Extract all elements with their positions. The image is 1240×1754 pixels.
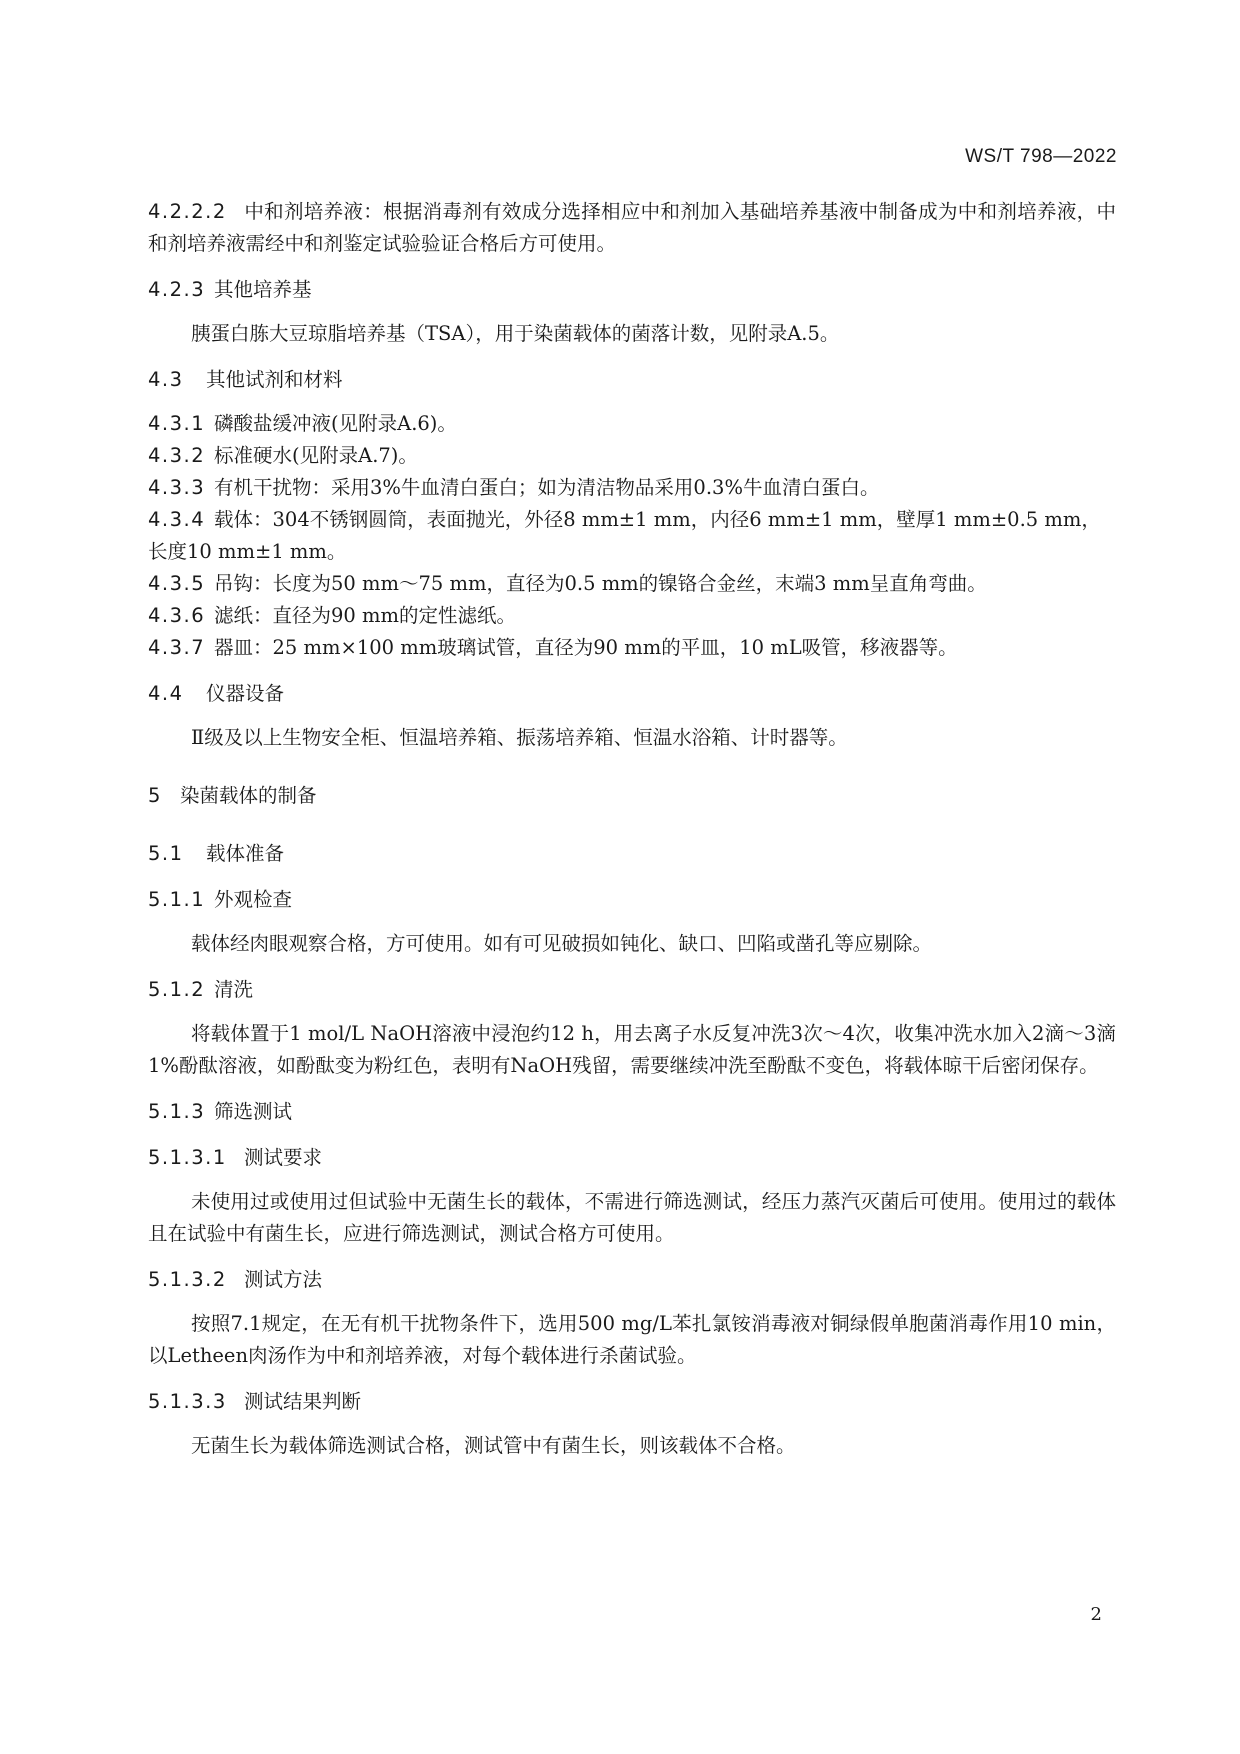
clause-4-3-2 [148, 440, 1116, 472]
clause-number: 4.3.3 [148, 476, 206, 499]
heading-number: 5.1.3.1 [148, 1146, 227, 1169]
clause-number: 4.3.7 [148, 636, 206, 659]
clause-text: 吊钩：长度为50 mm～75 mm，直径为0.5 mm的镍铬合金丝，末端3 mm呈直角弯曲。 [214, 572, 987, 595]
heading-5 [148, 780, 1116, 812]
heading-number: 4.4 [148, 682, 184, 705]
heading-title: 筛选测试 [214, 1100, 293, 1123]
clause-text: 滤纸：直径为90 mm的定性滤纸。 [214, 604, 516, 627]
clause-4-3-1 [148, 408, 1116, 440]
heading-title: 染菌载体的制备 [180, 784, 317, 807]
heading-title: 测试结果判断 [244, 1390, 362, 1413]
clause-number: 4.3.5 [148, 572, 206, 595]
clause-4-3-3 [148, 472, 1116, 504]
heading-number: 5.1.3 [148, 1100, 206, 1123]
heading-4-4 [148, 678, 1116, 710]
clause-text: 标准硬水(见附录A.7)。 [214, 444, 418, 467]
heading-5-1-3 [148, 1096, 1116, 1128]
heading-title: 仪器设备 [206, 682, 285, 705]
heading-number: 4.3 [148, 368, 184, 391]
heading-5-1-3-3 [148, 1386, 1116, 1418]
page-number: 2 [1090, 1604, 1102, 1625]
heading-5-1 [148, 838, 1116, 870]
heading-5-1-1 [148, 884, 1116, 916]
clause-text: 器皿：25 mm×100 mm玻璃试管，直径为90 mm的平皿，10 mL吸管，移液器等。 [214, 636, 958, 659]
paragraph-5-1-3-3: 无菌生长为载体筛选测试合格，测试管中有菌生长，则该载体不合格。 [191, 1434, 796, 1457]
heading-number: 5.1.2 [148, 978, 206, 1001]
paragraph-5-1-1: 载体经肉眼观察合格，方可使用。如有可见破损如钝化、缺口、凹陷或凿孔等应剔除。 [191, 932, 933, 955]
heading-5-1-3-1 [148, 1142, 1116, 1174]
clause-4-3-4 [148, 504, 1116, 536]
page-content [148, 196, 1116, 1462]
heading-number: 5.1 [148, 842, 184, 865]
heading-5-1-3-2 [148, 1264, 1116, 1296]
clause-4-3-6 [148, 600, 1116, 632]
heading-number: 5.1.1 [148, 888, 206, 911]
paragraph-4-4: Ⅱ级及以上生物安全柜、恒温培养箱、振荡培养箱、恒温水浴箱、计时器等。 [191, 726, 848, 749]
heading-4-3 [148, 364, 1116, 396]
heading-title: 其他培养基 [214, 278, 312, 301]
heading-title: 清洗 [214, 978, 254, 1001]
clause-4-3-4-continued: 长度10 mm±1 mm。 [148, 540, 347, 563]
clause-text: 载体：304不锈钢圆筒，表面抛光，外径8 mm±1 mm，内径6 mm±1 mm，壁厚1 mm±0.5 mm， [214, 508, 1101, 531]
heading-title: 外观检查 [214, 888, 293, 911]
heading-4-2-3 [148, 274, 1116, 306]
heading-number: 5 [148, 784, 162, 807]
clause-number: 4.3.4 [148, 508, 206, 531]
paragraph-5-1-3-2: 按照7.1规定，在无有机干扰物条件下，选用500 mg/L苯扎氯铵消毒液对铜绿假单胞菌消毒作用10 min，以Letheen肉汤作为中和剂培养液，对每个载体进行杀菌试验。 [148, 1312, 1116, 1367]
heading-title: 载体准备 [206, 842, 285, 865]
heading-number: 5.1.3.2 [148, 1268, 227, 1291]
paragraph-4-2-3: 胰蛋白胨大豆琼脂培养基（TSA），用于染菌载体的菌落计数，见附录A.5。 [191, 322, 840, 345]
clause-4-3-7 [148, 632, 1116, 664]
clause-4-3-5 [148, 568, 1116, 600]
clause-number: 4.2.2.2 [148, 200, 227, 223]
heading-5-1-2 [148, 974, 1116, 1006]
clause-number: 4.3.2 [148, 444, 206, 467]
clause-text: 中和剂培养液：根据消毒剂有效成分选择相应中和剂加入基础培养基液中制备成为中和剂培养液，中和剂培养液需经中和剂鉴定试验验证合格后方可使用。 [148, 200, 1116, 255]
clause-4-2-2-2 [148, 196, 1116, 260]
clause-number: 4.3.6 [148, 604, 206, 627]
paragraph-5-1-2: 将载体置于1 mol/L NaOH溶液中浸泡约12 h，用去离子水反复冲洗3次～4次，收集冲洗水加入2滴～3滴1%酚酞溶液，如酚酞变为粉红色，表明有NaOH残留，需要继续冲洗至酚酞不变色，将载体晾干后密闭保存。 [148, 1022, 1116, 1077]
paragraph-5-1-3-1: 未使用过或使用过但试验中无菌生长的载体，不需进行筛选测试，经压力蒸汽灭菌后可使用。使用过的载体且在试验中有菌生长，应进行筛选测试，测试合格方可使用。 [148, 1190, 1116, 1245]
heading-title: 测试方法 [244, 1268, 323, 1291]
heading-number: 5.1.3.3 [148, 1390, 227, 1413]
heading-title: 其他试剂和材料 [206, 368, 343, 391]
heading-number: 4.2.3 [148, 278, 206, 301]
clause-number: 4.3.1 [148, 412, 206, 435]
clause-text: 磷酸盐缓冲液(见附录A.6)。 [214, 412, 457, 435]
heading-title: 测试要求 [244, 1146, 323, 1169]
standard-code: WS/T 798—2022 [965, 146, 1117, 167]
clause-text: 有机干扰物：采用3%牛血清白蛋白；如为清洁物品采用0.3%牛血清白蛋白。 [214, 476, 880, 499]
